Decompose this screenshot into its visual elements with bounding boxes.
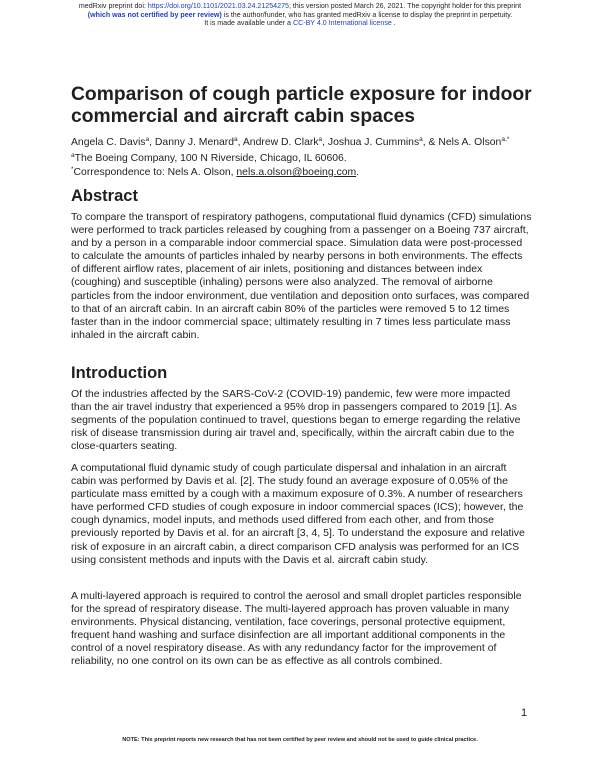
correspondence-marker: * xyxy=(71,166,74,173)
author-affiliation-marker: a xyxy=(419,136,423,143)
author-name: Angela C. Davis xyxy=(71,137,146,148)
author-name: , Danny J. Menard xyxy=(149,137,235,148)
intro-paragraph-1: Of the industries affected by the SARS-CoV-2 (COVID-19) pandemic, few were more impacted than the air travel industry that experienced a 95% drop in passengers compared to 2019 [1]. As segments of the population continued to travel, questions began to emerge regarding the relative risk of disease transmission during air travel and, specifically, within the aircraft cabin due to the close-quarters seating. xyxy=(71,388,521,453)
header-text: It is made available under a xyxy=(204,19,293,28)
affiliation-marker: a xyxy=(71,152,75,159)
peer-review-note: (which was not certified by peer review) xyxy=(87,10,222,19)
correspondence-email-link[interactable]: nels.a.olson@boeing.com xyxy=(236,167,357,178)
author-affiliation-marker: a xyxy=(234,136,238,143)
affiliation xyxy=(71,152,347,165)
introduction-heading: Introduction xyxy=(71,364,168,382)
header-text: . xyxy=(391,19,396,28)
header-line-2 xyxy=(0,11,600,20)
header-text: medRxiv preprint doi: xyxy=(78,2,148,10)
author-name: , Joshua J. Cummins xyxy=(322,137,420,148)
intro-paragraph-3: A multi-layered approach is required to control the aerosol and small droplet particles responsible for the spread of respiratory disease. The multi-layered approach has proven valuable in many environments. Physical distancing, ventilation, face coverings, personal protective equipment, frequent hand washing and surface disinfection are all important additional components in the control of a novel respiratory disease. As with any redundancy factor for the improvement of reliability, no one control on its own can be as effective as all controls combined. xyxy=(71,590,522,668)
correspondence-end: . xyxy=(356,167,360,178)
header-line-1 xyxy=(0,2,600,11)
paper-title: Comparison of cough particle exposure for indoor commercial and aircraft cabin spaces xyxy=(71,84,532,127)
header-line-3 xyxy=(0,19,600,28)
intro-paragraph-2: A computational fluid dynamic study of cough particulate dispersal and inhalation in an aircraft cabin was performed by Davis et al. [2]. The study found an average exposure of 0.05% of the particulate mass emitted by a cough with a maximum exposure of 0.3%. A number of researchers have performed CFD studies of cough exposure in indoor commercial spaces (ICS); however, the cough dynamics, model inputs, and methods used differed from each other, and from those previously reported by Davis et al. for an aircraft [3, 4, 5]. To understand the exposure and relative risk of exposure in an aircraft cabin, a direct comparison CFD analysis was performed for an ICS using consistent methods and inputs with the Davis et al. aircraft cabin study. xyxy=(71,462,525,566)
author-list xyxy=(71,136,541,149)
doi-link[interactable]: https://doi.org/10.1101/2021.03.24.21254275 xyxy=(147,2,289,10)
abstract-paragraph: To compare the transport of respiratory pathogens, computational fluid dynamics (CFD) simulations were performed to track particles released by coughing from a passenger on a Boeing 737 aircraft, and by a person in a comparable indoor commercial space. Simulation data were post-processed to calculate the amounts of particles inhaled by nearby persons in both environments. The effects of different airflow rates, placement of air inlets, positioning and distances between index (coughing) and susceptible (inhaling) persons were also analyzed. The removal of airborne particles from the indoor environment, due ventilation and deposition onto surfaces, was compared to that of an aircraft cabin. In an aircraft cabin 80% of the particles were removed 5 to 12 times faster than in the indoor commercial space; ultimately resulting in 7 times less particulate mass inhaled in the aircraft cabin. xyxy=(71,211,532,341)
author-name: , & Nels A. Olson xyxy=(422,137,502,148)
preprint-footer-note: NOTE: This preprint reports new research that has not been certified by peer review and should not be used to guide clinical practice. xyxy=(122,737,478,743)
correspondence-label: Correspondence to: Nels A. Olson, xyxy=(73,167,237,178)
correspondence xyxy=(71,166,359,179)
abstract-heading: Abstract xyxy=(71,187,138,205)
header-text: is the author/funder, who has granted medRxiv a license to display the preprint in perpetuity. xyxy=(221,10,513,19)
header-text: ; this version posted March 26, 2021. The copyright holder for this preprint xyxy=(288,2,522,10)
affiliation-text: The Boeing Company, 100 N Riverside, Chicago, IL 60606. xyxy=(74,153,347,164)
preprint-header xyxy=(0,2,600,28)
author-name: , Andrew D. Clark xyxy=(237,137,319,148)
author-affiliation-marker: a xyxy=(318,136,323,143)
author-affiliation-marker: a xyxy=(145,136,150,143)
author-affiliation-marker: a,* xyxy=(501,136,510,143)
license-link[interactable]: CC-BY 4.0 International license xyxy=(292,19,392,28)
page-number: 1 xyxy=(521,707,528,719)
